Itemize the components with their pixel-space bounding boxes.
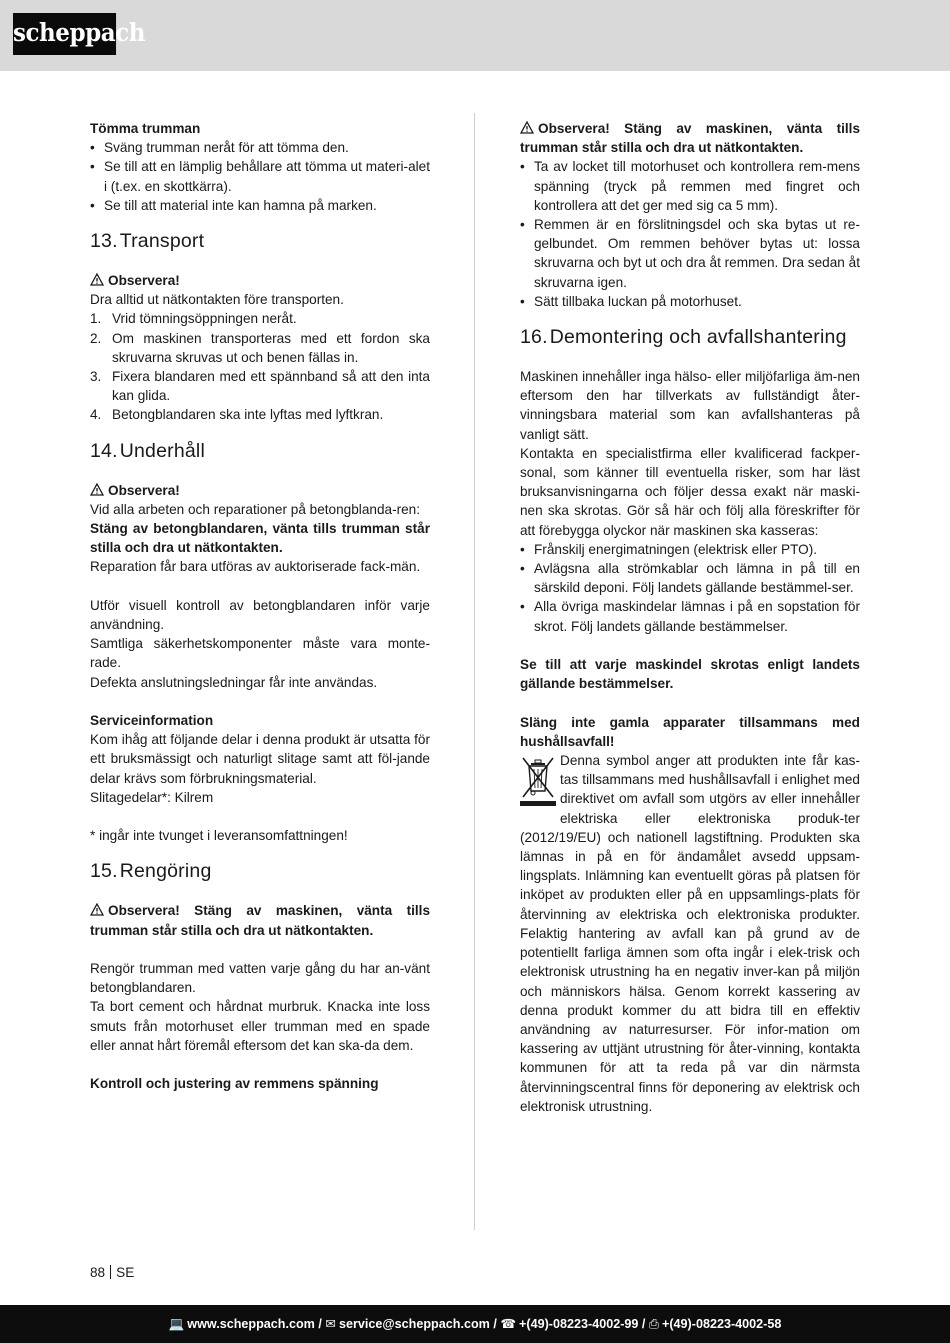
maintenance-warning: Observera!: [90, 481, 430, 500]
belt-heading: Kontroll och justering av remmens spänning: [90, 1076, 379, 1092]
right-column: [520, 119, 860, 1116]
service-info-heading: Serviceinformation: [90, 713, 214, 729]
monitor-icon: 💻: [168, 1317, 185, 1331]
weee-heading: Släng inte gamla apparater tillsammans med hushållsavfall!: [520, 714, 860, 749]
belt-warning: Observera! Stäng av maskinen, vänta tills trumman står stilla och dra ut nätkontakten.: [520, 121, 860, 156]
left-column: [90, 119, 430, 1093]
warning-triangle-icon: [90, 903, 104, 916]
warning-triangle-icon: [90, 273, 104, 286]
footer-bar: 💻 www.scheppach.com / ✉ service@scheppach.com / ☎ +(49)-08223-4002-99 / ⎙ +(49)-08223-4002-58: [0, 1305, 950, 1343]
list-item: • Ta av locket till motorhuset och kontrollera rem-mens spänning (tryck på remmen med fingret och kontrollera att det ger med sig ca 5 mm).: [520, 159, 860, 213]
list-item: 1. Vrid tömningsöppningen neråt.: [90, 311, 297, 327]
disposal-bold-note: Se till att varje maskindel skrotas enligt landets gällande bestämmelser.: [520, 657, 860, 692]
warning-triangle-icon: [90, 483, 104, 496]
section-title-cleaning: 15. Rengöring: [90, 860, 212, 883]
list-item: • Frånskilj energimatningen (elektrisk eller PTO).: [520, 541, 818, 557]
cleaning-text: Rengör trumman med vatten varje gång du har an-vänt betongblandaren.: [90, 961, 430, 996]
weee-text: Denna symbol anger att produkten inte får kas-tas tillsammans med hushållsavfall i enlighet med direktivet om avfall som utgörs av eller innehåller elektriska eller elektroniska produk-ter (2012/19/EU) och nationell lagstiftning. Produkten ska lämnas in på en för ändamålet avsedd uppsam-lingsplats. Inlämning kan eventuellt göras på platsen för inköpet av produkten eller på en uppsamlings-plats för återvinning av elektriska och elektroniska produkter. Felaktig hantering av avfall kan på grund av de potentiellt farliga ämnen som ofta ingår i elek-trisk och elektronisk utrustning ha en negativ inver-kan på miljön och människors hälsa. Genom korrekt kassering av denna produkt kommer du att bidra till en effektiv användning av naturresurser. För infor-mation om kassering av uttjänt utrustning för åter-vinning, kontakta kommunen för att ta reda på var din närmsta återvinningscentral finns för deponering av elektrisk och elektronisk utrustning.: [520, 753, 860, 1114]
disposal-text: Kontakta en specialistfirma eller kvalificerad fackper-sonal, som känner till eventuella risker, som har läst bruksanvisningarna och följer dessa exakt när maski-nen ska skrotas. Gör så här och följ alla föreskrifter för att förebygga olyckor när maskinen ska kasseras:: [520, 445, 860, 538]
maintenance-text: Utför visuell kontroll av betongblandaren inför varje användning.: [90, 597, 430, 633]
cleaning-warning: Observera! Stäng av maskinen, vänta tills trumman står stilla och dra ut nätkontakten.: [90, 903, 430, 938]
maintenance-text: Defekta anslutningsledningar får inte användas.: [90, 674, 378, 690]
transport-steps: [90, 309, 430, 424]
section-title-transport: 13. Transport: [90, 230, 205, 253]
warning-triangle-icon: [520, 121, 534, 134]
transport-warning: Observera!: [90, 271, 430, 290]
footer-fax: +(49)-08223-4002-58: [662, 1317, 782, 1331]
list-item: • Sätt tillbaka luckan på motorhuset.: [520, 293, 742, 309]
disposal-list: [520, 540, 860, 636]
list-item: • Avlägsna alla strömkablar och lämna in på till en särskild deponi. Följ landets gällande bestämmel-ser.: [520, 561, 860, 596]
maintenance-bold-note: Stäng av betongblandaren, vänta tills trumman står stilla och dra ut nätkontakten.: [90, 521, 430, 556]
list-item: 2. Om maskinen transporteras med ett fordon ska skruvarna skruvas ut och benen fällas in.: [90, 330, 430, 365]
list-item: • Remmen är en förslitningsdel och ska bytas ut re-gelbundet. Om remmen behöver bytas ut: lossa skruvarna och byt ut och dra åt remmen. Dra sedan åt skruvarna igen.: [520, 217, 860, 290]
list-item: • Alla övriga maskindelar lämnas i på en sopstation för skrot. Följ landets gällande bestämmelser.: [520, 599, 860, 634]
page-number: 88 SE: [90, 1265, 135, 1280]
list-item: • Se till att material inte kan hamna på marken.: [90, 197, 377, 213]
list-item: • Sväng trumman neråt för att tömma den.: [90, 140, 349, 156]
section-title-maintenance: 14. Underhåll: [90, 439, 205, 462]
footer-email[interactable]: service@scheppach.com: [338, 1317, 490, 1331]
belt-list: [520, 157, 860, 311]
cleaning-text: Ta bort cement och hårdnat murbruk. Knacka inte loss smuts från motorhuset eller trumman med en spade eller annat hårt föremål eftersom det kan ska-da dem.: [90, 999, 430, 1053]
service-info-text: Kom ihåg att följande delar i denna produkt är utsatta för ett bruksmässigt och naturligt slitage samt att föl-jande delar krävs som förbrukningsmaterial.: [90, 732, 430, 786]
wear-parts: Slitagedelar*: Kilrem: [90, 789, 214, 805]
transport-intro: Dra alltid ut nätkontakten före transporten.: [90, 292, 344, 308]
drum-empty-heading: Tömma trumman: [90, 121, 201, 136]
footnote: * ingår inte tvunget i leveransomfattningen!: [90, 828, 348, 844]
column-divider: [474, 113, 475, 1230]
header-bar: [0, 0, 950, 71]
weee-block: [520, 751, 860, 1116]
section-title-disposal: 16. Demontering och avfallshantering: [520, 326, 847, 349]
maintenance-text: Samtliga säkerhetskomponenter måste vara monte-rade.: [90, 636, 430, 671]
disposal-text: Maskinen innehåller inga hälso- eller miljöfarliga äm-nen eftersom den har tillverkats av fullständigt åter-vinningsbara material som kan avfallshanteras på vanligt sätt.: [520, 369, 860, 442]
list-item: 4. Betongblandaren ska inte lyftas med lyftkran.: [90, 407, 384, 423]
list-item: • Se till att en lämplig behållare att tömma ut materi-alet i (t.ex. en skottkärra).: [90, 159, 430, 194]
brand-logo[interactable]: scheppach: [13, 13, 116, 55]
envelope-icon: ✉: [325, 1317, 336, 1331]
maintenance-text: Reparation får bara utföras av auktoriserade fack-män.: [90, 559, 421, 575]
footer-website[interactable]: www.scheppach.com: [187, 1317, 315, 1331]
maintenance-text: Vid alla arbeten och reparationer på betongblanda-ren:: [90, 501, 421, 517]
phone-icon: ☎: [500, 1317, 517, 1331]
drum-empty-list: [90, 138, 430, 215]
crossed-bin-icon: [520, 755, 556, 811]
footer-phone[interactable]: +(49)-08223-4002-99: [519, 1317, 639, 1331]
fax-icon: ⎙: [648, 1317, 659, 1331]
list-item: 3. Fixera blandaren med ett spännband så att den inta kan glida.: [90, 369, 430, 404]
